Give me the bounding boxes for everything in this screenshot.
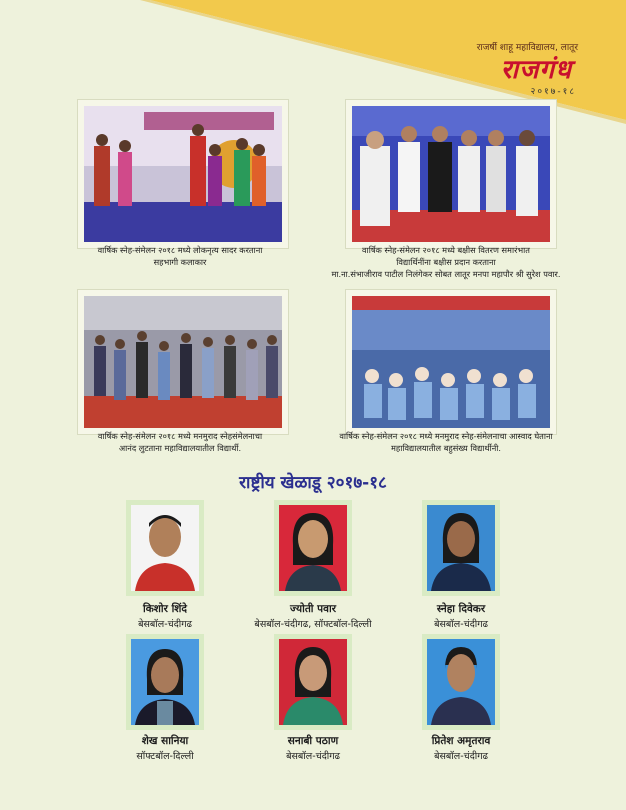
player-photo-frame [274, 634, 352, 730]
player-sport: बेसबॉल-चंदीगढ, सॉफ्टबॉल-दिल्ली [254, 619, 372, 630]
player-name: स्नेहा दिवेकर [436, 603, 486, 615]
magazine-logo: राजगंध [500, 55, 572, 85]
player-name: शेख सानिया [141, 735, 189, 747]
audience-image [352, 296, 550, 428]
player-name: सनाबी पठाण [287, 735, 339, 747]
player-photo-frame [274, 500, 352, 596]
prize-distribution-image [352, 106, 550, 242]
player-sport: बेसबॉल-चंदीगढ [434, 751, 488, 762]
caption-folk-dance [60, 244, 300, 268]
player-sport: सॉफ्टबॉल-दिल्ली [136, 751, 194, 762]
player-portrait [427, 639, 495, 725]
caption-line: महाविद्यालयातील बहुसंख्य विद्यार्थीनी. [391, 443, 501, 453]
caption-audience [316, 430, 576, 454]
photo-folk-dance [78, 100, 288, 248]
player-sport: बेसबॉल-चंदीगढ [434, 619, 488, 630]
caption-line: विद्यार्थिनींना बक्षीस प्रदान करताना [396, 257, 496, 267]
player-sport: बेसबॉल-चंदीगढ [138, 619, 192, 630]
player-photo-frame [422, 500, 500, 596]
magazine-year: २०१७-१८ [530, 87, 576, 97]
player-photo-frame [126, 500, 204, 596]
player-portrait [131, 505, 199, 591]
photo-audience [346, 290, 556, 434]
photo-students-dancing [78, 290, 288, 434]
college-name: राजर्षी शाहू महाविद्यालय, लातूर [476, 43, 578, 53]
player-portrait [279, 505, 347, 591]
caption-line: आनंद लुटताना महाविद्यालयातील विद्यार्थी. [118, 443, 242, 453]
caption-line: वार्षिक स्नेह-संमेलन २०१८ मध्ये बक्षीस वितरण समारंभात [362, 245, 530, 255]
player-name: ज्योती पवार [290, 603, 336, 615]
player-portrait [427, 505, 495, 591]
player-photo-frame [422, 634, 500, 730]
caption-line: वार्षिक स्नेह-संमेलन २०१८ मध्ये मनमुराद स्नेहसंमेलनाचा [97, 431, 263, 441]
caption-line: वार्षिक स्नेह-संमेलन २०१८ मध्ये मनमुराद स्नेह-संमेलनाचा आस्वाद घेताना [339, 431, 553, 441]
photo-prize-distribution [346, 100, 556, 248]
caption-line: वार्षिक स्नेह-संमेलन २०१८ मध्ये लोकनृत्य सादर करताना [97, 245, 263, 255]
player-name: किशोर शिंदे [142, 603, 188, 615]
player-sport: बेसबॉल-चंदीगढ [286, 751, 340, 762]
students-dancing-image [84, 296, 282, 428]
player-photo-frame [126, 634, 204, 730]
folk-dance-image [84, 106, 282, 242]
caption-students-dancing [60, 430, 300, 454]
caption-line: सहभागी कलाकार [153, 257, 207, 267]
player-portrait [131, 639, 199, 725]
caption-prize-distribution [316, 244, 576, 280]
player-portrait [279, 639, 347, 725]
player-name: प्रितेश अमृतराव [431, 735, 491, 747]
section-heading: राष्ट्रीय खेळाडू २०१७-१८ [239, 473, 387, 493]
caption-line: मा.ना.संभाजीराव पाटील निलंगेकर सोबत लातूर मनपा महापौर श्री सुरेश पवार. [331, 269, 561, 279]
